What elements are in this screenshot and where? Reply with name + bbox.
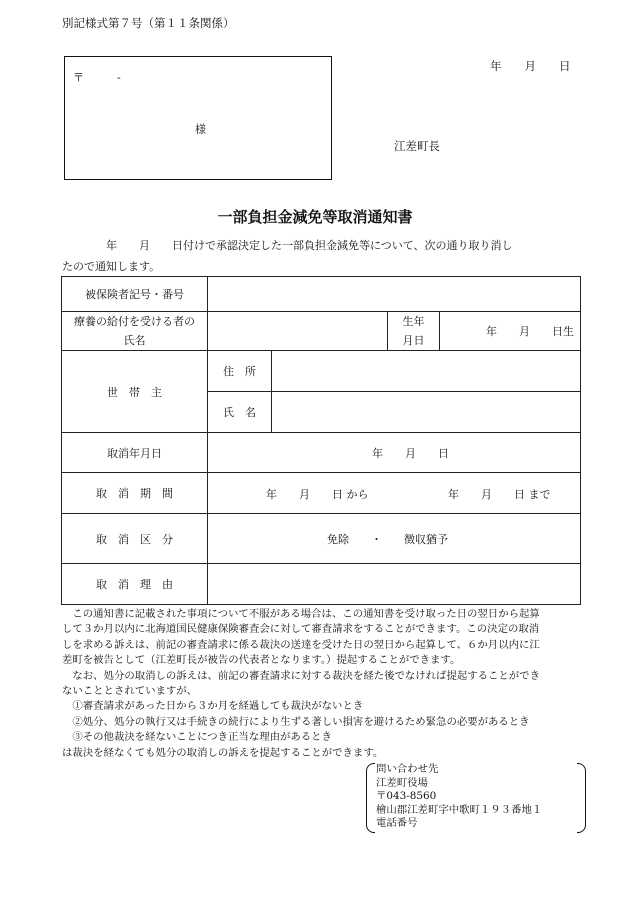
contact-phone: 電話番号: [376, 817, 418, 830]
birth-date-label: 生年 月日: [388, 312, 440, 351]
note-line: 差町を被告として（江差町長が被告の代表者となります。）提起することができます。: [62, 654, 461, 667]
note-line: して３か月以内に北海道国民健康保険審査会に対して審査請求をすることができます。この決定の取消: [62, 623, 540, 636]
cancel-reason-value: [208, 564, 581, 605]
note-line: ③その他裁決を経ないことにつき正当な理由があるとき: [62, 731, 332, 744]
recipient-name-value: [208, 312, 388, 351]
postal-code-field: 〒 -: [73, 71, 121, 84]
note-line: しを求める訴えは、前記の審査請求に係る裁決の送達を受けた日の翌日から起算して、６か月以内に江: [62, 638, 540, 651]
insured-number-value: [208, 277, 581, 312]
contact-office: 江差町役場: [376, 776, 428, 789]
address-label: 住 所: [208, 351, 272, 392]
cancel-reason-label: 取 消 理 由: [62, 564, 208, 605]
cancel-date-value: 年 月 日: [208, 433, 581, 473]
note-line: ②処分、処分の執行又は手続きの続行により生ずる著しい損害を避けるため緊急の必要があるとき: [62, 715, 530, 728]
birth-date-value: 年 月 日生: [440, 312, 581, 351]
name-value: [272, 392, 581, 433]
period-from: 年 月 日 から: [266, 488, 369, 501]
contact-right-bracket: [577, 763, 586, 833]
name-label: 氏 名: [208, 392, 272, 433]
intro-line-2: たので通知します。: [62, 260, 161, 273]
intro-line-1: 年 月 日付けで承認決定した一部負担金減免等について、次の通り取り消し: [62, 239, 513, 252]
cancel-date-label: 取消年月日: [62, 433, 208, 473]
note-line: なお、処分の取消しの訴えは、前記の審査請求に対する裁決を経た後でなければ提起することができ: [62, 669, 540, 682]
address-value: [272, 351, 581, 392]
note-line: この通知書に記載された事項について不服がある場合は、この通知書を受け取った日の翌日から起算: [62, 608, 540, 620]
note-line: ないこととされていますが、: [62, 685, 198, 698]
insured-number-label: 被保険者記号・番号: [62, 277, 208, 312]
document-title: 一部負担金減免等取消通知書: [217, 208, 413, 226]
cancel-category-label: 取 消 区 分: [62, 514, 208, 564]
contact-block: [366, 763, 586, 833]
contact-postal: 〒043-8560: [376, 790, 437, 803]
period-to: 年 月 日 まで: [448, 488, 551, 501]
contact-heading: 問い合わせ先: [376, 763, 439, 775]
recipient-name-label: 療養の給付を受ける者の 氏名: [62, 312, 208, 351]
notice-table: [61, 276, 581, 605]
contact-left-bracket: [366, 763, 375, 833]
contact-address: 檜山郡江差町字中歌町１９３番地１: [376, 803, 543, 816]
date-line: 年 月 日: [490, 59, 571, 73]
issuer: 江差町長: [394, 139, 440, 153]
note-line: ①審査請求があった日から３か月を経過しても裁決がないとき: [62, 700, 364, 713]
cancel-period-value: [208, 473, 581, 514]
appeal-notes: [62, 607, 582, 761]
cancel-category-value: 免除 ・ 徴収猶予: [208, 514, 581, 564]
household-head-label: 世 帯 主: [62, 351, 208, 433]
note-line: は裁決を経なくても処分の取消しの訴えを提起することができます。: [62, 746, 384, 759]
form-number: 別記様式第７号（第１１条関係）: [62, 16, 235, 30]
recipient-honorific: 様: [195, 123, 206, 136]
cancel-period-label: 取 消 期 間: [62, 473, 208, 514]
address-box: [64, 56, 332, 180]
